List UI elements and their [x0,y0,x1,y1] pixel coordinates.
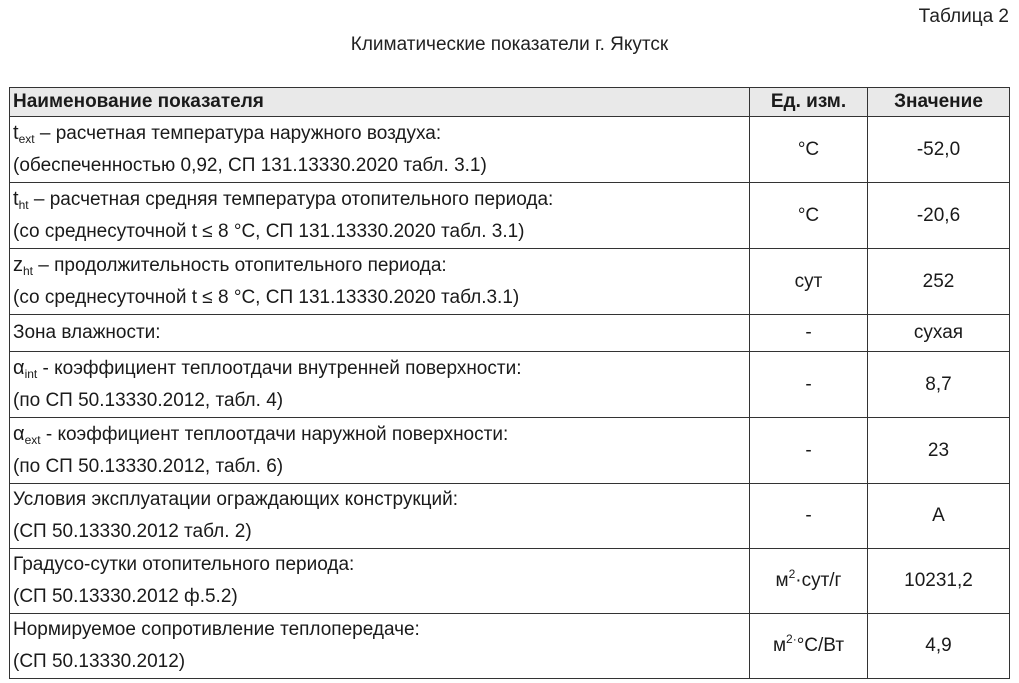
value-cell: сухая [868,315,1010,352]
indicator-subscript: int [24,367,38,381]
table-row [10,418,1010,484]
indicator-name [10,484,750,549]
indicator-description: – расчетная температура наружного воздуха: [34,123,442,144]
table-header-row [10,88,1010,117]
indicator-name [10,352,750,418]
table-row [10,315,1010,352]
indicator-symbol: z [13,254,23,276]
indicator-symbol: t [13,188,19,210]
column-header-name: Наименование показателя [10,88,750,117]
indicator-subscript: ext [18,132,35,146]
indicator-subscript: ext [24,433,41,447]
indicator-description: - коэффициент теплоотдачи внутренней поверхности: [37,358,522,379]
unit-cell: - [750,352,868,418]
indicator-name [10,614,750,679]
unit-cell: - [750,315,868,352]
value-cell: -20,6 [868,183,1010,249]
unit-cell [750,614,868,679]
indicator-line-1 [13,117,746,150]
table-number: Таблица 2 [918,6,1009,27]
table-title: Климатические показатели г. Якутск [350,34,669,55]
indicator-source: (СП 50.13330.2012 ф.5.2) [13,586,238,607]
indicator-source: (со среднесуточной t ≤ 8 °C, СП 131.13330.2020 табл. 3.1) [13,221,525,242]
unit-base: м [775,570,789,591]
indicator-name [10,549,750,614]
indicator-symbol: α [13,357,25,379]
indicator-symbol: α [13,423,25,445]
indicator-source: (обеспеченностью 0,92, СП 131.13330.2020 табл. 3.1) [13,155,487,176]
value-cell: А [868,484,1010,549]
unit-superscript: 2 [788,567,796,581]
indicator-description: Нормируемое сопротивление теплопередаче: [13,619,420,640]
value-cell: 252 [868,249,1010,315]
indicator-source: (по СП 50.13330.2012, табл. 4) [13,390,284,411]
value-cell: -52,0 [868,117,1010,183]
value-cell: 23 [868,418,1010,484]
indicator-description: Зона влажности: [13,322,161,343]
column-header-value: Значение [868,88,1010,117]
unit-cell: - [750,484,868,549]
indicator-line-1 [13,249,746,282]
indicator-name [10,183,750,249]
indicator-name [10,117,750,183]
climate-table [9,87,1010,679]
indicator-description: Градусо-сутки отопительного периода: [13,554,355,575]
unit-cell [750,549,868,614]
indicator-name [10,249,750,315]
table-row [10,614,1010,679]
indicator-line-1 [13,352,746,385]
indicator-line-1 [13,183,746,216]
value-cell: 4,9 [868,614,1010,679]
unit-cell: сут [750,249,868,315]
value-cell: 8,7 [868,352,1010,418]
indicator-subscript: ht [23,264,34,278]
indicator-name [10,418,750,484]
indicator-symbol: t [13,122,19,144]
table-row [10,249,1010,315]
indicator-line-1 [13,418,746,451]
unit-cell: °C [750,183,868,249]
unit-base: м [772,635,787,656]
unit-cell: - [750,418,868,484]
table-row [10,352,1010,418]
unit-cell: °C [750,117,868,183]
indicator-source: (по СП 50.13330.2012, табл. 6) [13,456,284,477]
indicator-description: – продолжительность отопительного периода: [33,255,447,276]
indicator-description: – расчетная средняя температура отопительного периода: [28,189,554,210]
indicator-description: Условия эксплуатации ограждающих конструкций: [13,489,459,510]
indicator-description: - коэффициент теплоотдачи наружной поверхности: [40,424,509,445]
indicator-source: (СП 50.13330.2012 табл. 2) [13,521,252,542]
indicator-source: (со среднесуточной t ≤ 8 °C, СП 131.13330.2020 табл.3.1) [13,287,520,308]
indicator-source: (СП 50.13330.2012) [13,651,186,672]
unit-rest: °С/Вт [796,635,845,656]
column-header-unit: Ед. изм. [750,88,868,117]
table-row [10,183,1010,249]
value-cell: 10231,2 [868,549,1010,614]
table-row [10,549,1010,614]
unit-rest: ·сут/г [795,570,842,591]
unit-superscript: 2· [786,632,797,646]
indicator-subscript: ht [18,198,29,212]
table-row [10,484,1010,549]
indicator-name [10,315,750,352]
table-row [10,117,1010,183]
